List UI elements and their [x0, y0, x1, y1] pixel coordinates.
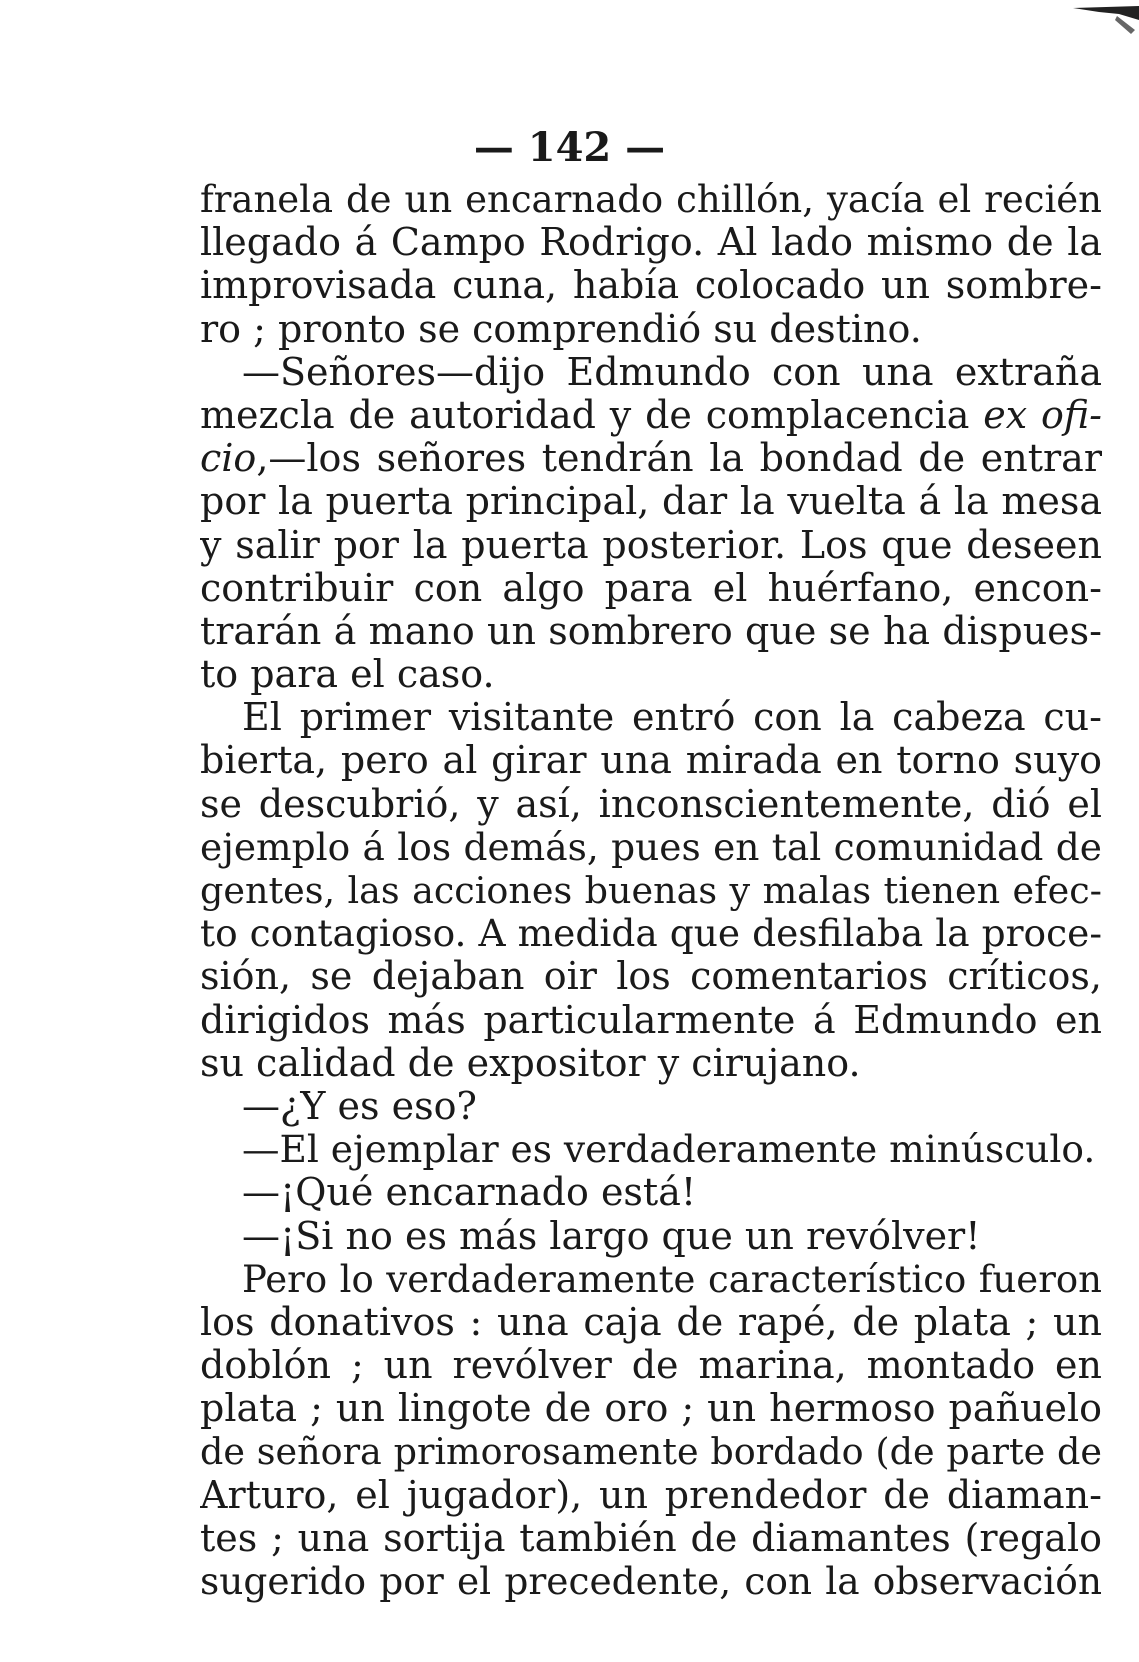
line-text: llegado á Campo Rodrigo. Al lado mismo de la	[200, 221, 1102, 265]
line-text: improvisada cuna, había colocado un sombre-	[200, 264, 1102, 308]
line-text: —El ejemplar es verdaderamente minúsculo.	[242, 1128, 1096, 1172]
line-text: plata ; un lingote de oro ; un hermoso pañuelo	[200, 1387, 1102, 1431]
text-line	[200, 1171, 1102, 1214]
line-text: bierta, pero al girar una mirada en torno suyo	[200, 739, 1102, 783]
text-line	[200, 1474, 1102, 1517]
line-text: Pero lo verdaderamente característico fueron	[242, 1257, 1102, 1301]
line-text: su calidad de expositor y cirujano.	[200, 1041, 861, 1085]
line-text: franela de un encarnado chillón, yacía el recién	[200, 178, 1102, 221]
text-line	[200, 1085, 1102, 1128]
text-line	[200, 1387, 1102, 1430]
line-text: contribuir con algo para el huérfano, encon-	[200, 566, 1102, 610]
line-text: to contagioso. A medida que desfilaba la proce-	[200, 912, 1102, 956]
text-line	[200, 1258, 1102, 1301]
line-text: y salir por la puerta posterior. Los que deseen	[200, 523, 1102, 567]
line-text: ro ; pronto se comprendió su destino.	[200, 307, 922, 351]
line-text: El primer visitante entró con la cabeza cu-	[242, 696, 1102, 740]
text-line	[200, 351, 1102, 394]
text-line	[200, 178, 1102, 221]
text-line	[200, 437, 1102, 480]
line-text: doblón ; un revólver de marina, montado en	[200, 1344, 1102, 1388]
line-text: tes ; una sortija también de diamantes (regalo	[200, 1516, 1102, 1560]
italic-word: ex ofi-	[969, 393, 1102, 437]
line-text: por la puerta principal, dar la vuelta á la mesa	[200, 480, 1102, 524]
line-text: dirigidos más particularmente á Edmundo en	[200, 998, 1102, 1042]
line-text: —¡Si no es más largo que un revólver!	[242, 1214, 981, 1258]
text-line	[200, 1215, 1102, 1258]
line-text: trarán á mano un sombrero que se ha dispues-	[200, 609, 1102, 653]
text-line	[200, 1128, 1102, 1171]
line-text: gentes, las acciones buenas y malas tienen efec-	[200, 869, 1102, 912]
line-text: ejemplo á los demás, pues en tal comunidad de	[200, 825, 1102, 869]
text-line	[200, 1344, 1102, 1387]
text-line	[200, 221, 1102, 264]
text-line	[200, 1042, 1102, 1085]
text-line	[200, 696, 1102, 739]
line-text: sugerido por el precedente, con la observación	[200, 1560, 1102, 1603]
line-text: —¡Qué encarnado está!	[242, 1171, 697, 1215]
text-line	[200, 955, 1102, 998]
text-line	[200, 739, 1102, 782]
body-text	[200, 178, 1102, 1603]
text-line	[200, 1301, 1102, 1344]
line-text: Arturo, el jugador), un prendedor de diaman-	[200, 1473, 1102, 1517]
line-text: to para el caso.	[200, 653, 495, 697]
text-line	[200, 653, 1102, 696]
text-line	[200, 912, 1102, 955]
line-text: se descubrió, y así, inconscientemente, dió el	[200, 782, 1102, 826]
line-text: los donativos : una caja de rapé, de plata ; un	[200, 1300, 1102, 1344]
page-number: — 142 —	[473, 124, 666, 171]
line-text: mezcla de autoridad y de complacencia	[200, 393, 970, 437]
text-line	[200, 826, 1102, 869]
line-text: ,—los señores tendrán la bondad de entrar	[256, 437, 1102, 481]
italic-word: cio	[200, 437, 257, 481]
text-line	[200, 783, 1102, 826]
text-line	[200, 1517, 1102, 1560]
text-line	[200, 610, 1102, 653]
text-line	[200, 308, 1102, 351]
line-text: sión, se dejaban oir los comentarios críticos,	[200, 955, 1102, 999]
line-text: —Señores—dijo Edmundo con una extraña	[242, 350, 1102, 394]
line-text: —¿Y es eso?	[242, 1084, 477, 1128]
text-line	[200, 1430, 1102, 1473]
text-line	[200, 480, 1102, 523]
text-line	[200, 567, 1102, 610]
text-line	[200, 999, 1102, 1042]
text-line	[200, 394, 1102, 437]
line-text: de señora primorosamente bordado (de parte de	[200, 1430, 1102, 1474]
text-line	[200, 524, 1102, 567]
text-line	[200, 264, 1102, 307]
text-line	[200, 1560, 1102, 1603]
text-line	[200, 869, 1102, 912]
scan-corner-mark	[1069, 0, 1139, 40]
